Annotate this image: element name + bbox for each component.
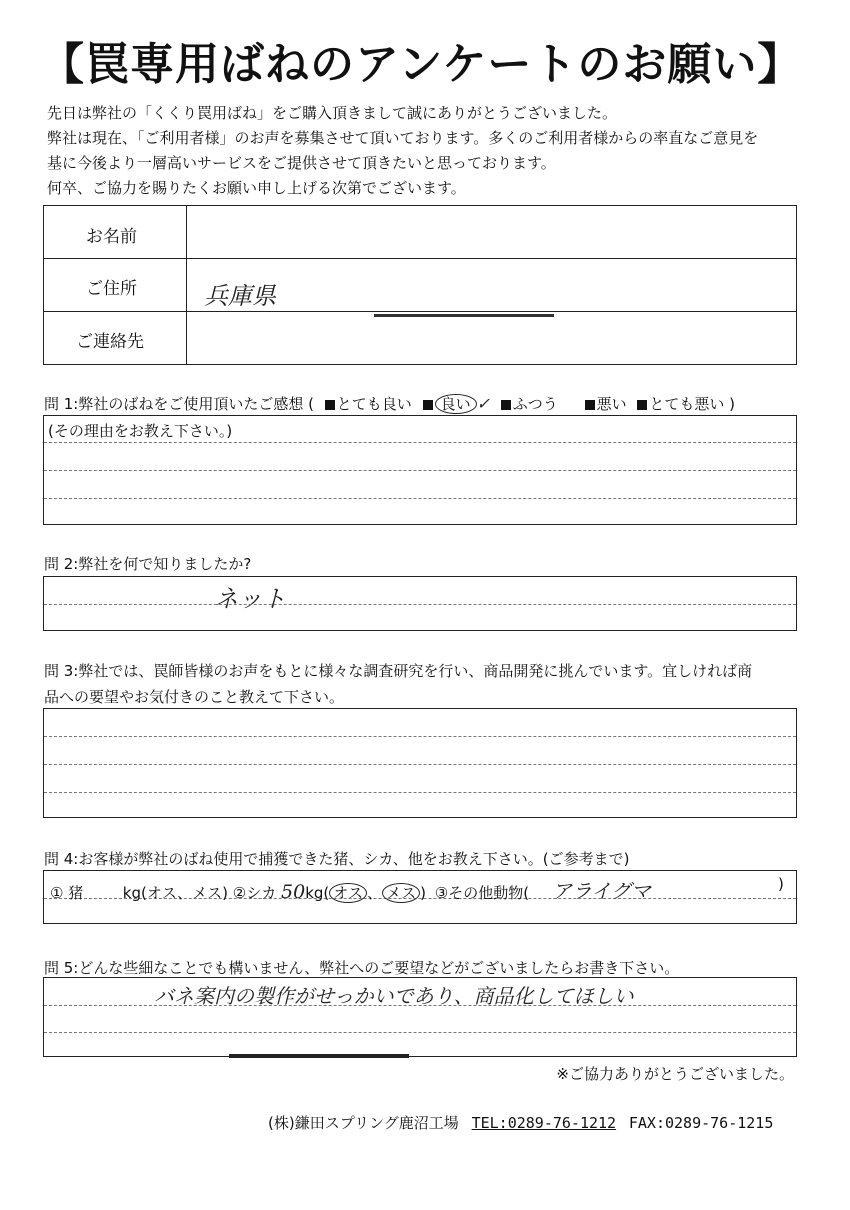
footer	[268, 1112, 773, 1133]
q4-question: 問 4:お客様が弊社のばね使用で捕獲できた猪、シカ、他をお教え下さい。(ご参考まで)	[44, 850, 630, 868]
intro-line-4: 何卒、ご協力を賜りたくお願い申し上げる次第でございます。	[47, 179, 466, 197]
scan-mark	[229, 1054, 409, 1058]
deer-label: ②シカ	[232, 884, 277, 902]
q2-question: 問 2:弊社を何で知りましたか?	[44, 555, 252, 573]
address-label: ご住所	[86, 279, 137, 299]
name-label: お名前	[86, 227, 137, 247]
q5-question: 問 5:どんな些細なことでも構いません、弊社へのご要望などがございましたらお書き下さい。	[44, 959, 680, 977]
check-mark-icon: ✓	[476, 394, 490, 413]
q1-option-very-bad[interactable]: とても悪い	[649, 395, 725, 413]
q4-answer-line	[50, 875, 651, 904]
other-animal-value[interactable]: アライグマ	[551, 879, 651, 903]
company-name: (株)鎌田スプリング鹿沼工場	[268, 1114, 459, 1132]
q1-option-very-good[interactable]: とても良い	[336, 395, 412, 413]
fax-number: FAX:0289-76-1215	[628, 1114, 774, 1132]
intro-line-3: 基に今後より一層高いサービスをご提供させて頂きたいと思っております。	[47, 154, 556, 172]
intro-line-2: 弊社は現在、「ご利用者様」のお声を募集させて頂いております。多くのご利用者様からの率直なご意見を	[47, 129, 759, 147]
deer-weight[interactable]: 50	[281, 881, 306, 903]
address-field[interactable]: 兵庫県	[204, 282, 276, 310]
q3-question-line-1: 問 3:弊社では、罠師皆様のお声をもとに様々な調査研究を行い、商品開発に挑んでいます。宜しければ商	[44, 662, 753, 680]
contact-label: ご連絡先	[76, 332, 144, 352]
other-close: )	[778, 875, 784, 893]
q1-option-bad[interactable]: 悪い	[596, 395, 627, 413]
deer-unit-suffix: )	[420, 884, 427, 902]
deer-female-option[interactable]: メス	[382, 883, 420, 903]
checkbox-icon	[501, 400, 511, 410]
q1-question: 問 1:弊社のばねをご使用頂いたご感想 ( とても良い 良い ✓ ふつう 悪い とても悪い )	[44, 394, 736, 413]
q1-reason-box[interactable]	[43, 415, 797, 525]
q1-option-good[interactable]: 良い	[435, 394, 477, 414]
q4-answer-box	[43, 870, 797, 924]
q3-answer-box[interactable]	[43, 708, 797, 818]
boar-label: ① 猪	[50, 884, 84, 902]
checkbox-icon	[585, 400, 595, 410]
thanks-note: ※ご協力ありがとうございました。	[556, 1065, 794, 1083]
q2-answer-box[interactable]	[43, 576, 797, 631]
q3-question-line-2: 品への要望やお気付きのこと教えて下さい。	[44, 688, 345, 706]
q2-answer: ネット	[214, 585, 286, 613]
tel-number: TEL:0289-76-1212	[471, 1114, 617, 1132]
checkbox-icon	[637, 400, 647, 410]
q5-answer: バネ案内の製作がせっかいであり、商品化してほしい	[154, 984, 634, 1008]
deer-unit-prefix: kg(	[305, 884, 330, 902]
deer-male-option[interactable]: オス	[329, 883, 367, 903]
contact-field[interactable]	[187, 312, 797, 364]
q5-answer-box[interactable]	[43, 977, 797, 1057]
name-field[interactable]	[187, 206, 797, 258]
q1-option-normal[interactable]: ふつう	[512, 395, 558, 413]
checkbox-icon	[325, 400, 335, 410]
intro-line-1: 先日は弊社の「くくり罠用ばね」をご購入頂きまして誠にありがとうございました。	[47, 104, 618, 122]
other-label: ③その他動物(	[434, 884, 530, 902]
q1-reason-prompt: (その理由をお教え下さい。)	[48, 422, 233, 440]
page-title: 【罠専用ばねのアンケートのお願い】	[40, 39, 803, 90]
deer-separator: 、	[367, 884, 383, 902]
info-table	[43, 205, 797, 365]
boar-unit: kg(オス、メス)	[122, 884, 228, 902]
checkbox-icon	[423, 400, 433, 410]
